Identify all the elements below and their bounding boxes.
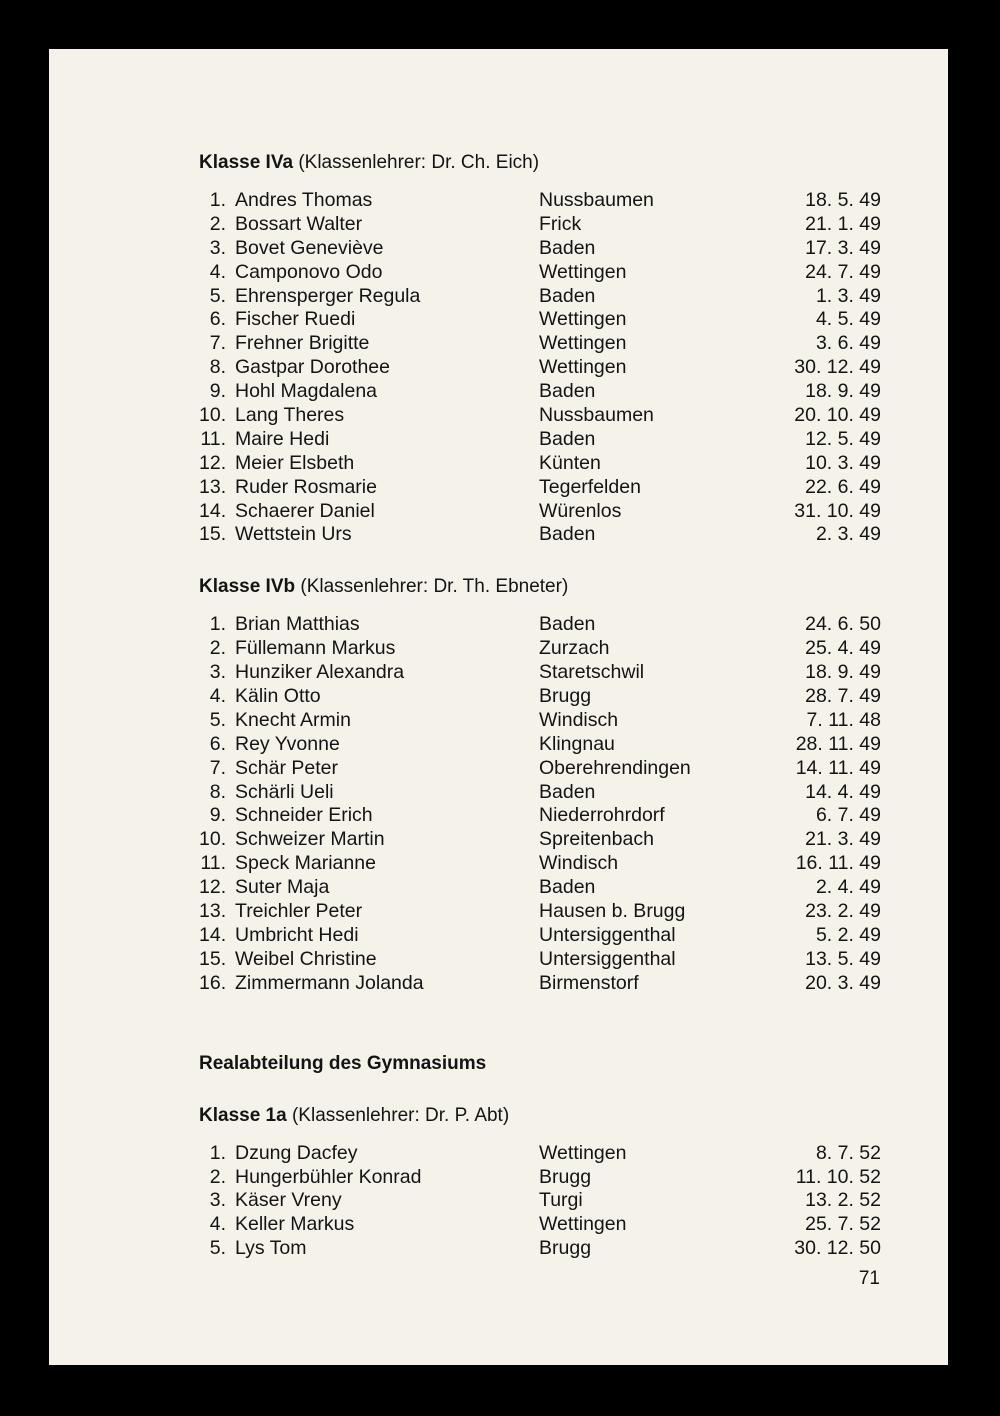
row-number: 13. (199, 900, 227, 923)
student-name: Bossart Walter (235, 212, 363, 235)
student-name: Schaerer Daniel (235, 499, 375, 522)
student-birthdate: 7. 11. 48 (806, 708, 881, 731)
student-name: Treichler Peter (235, 900, 363, 923)
student-birthdate: 10. 3. 49 (805, 451, 881, 474)
student-hometown: Baden (539, 780, 596, 803)
student-hometown: Hausen b. Brugg (539, 900, 686, 923)
table-row (199, 972, 889, 996)
student-name: Ehrensperger Regula (235, 284, 421, 307)
row-number: 1. (209, 1141, 226, 1164)
student-hometown: Staretschwil (539, 661, 645, 684)
row-number: 13. (199, 475, 227, 498)
student-birthdate: 22. 6. 49 (805, 475, 881, 498)
table-row (199, 709, 889, 733)
student-list (199, 1142, 889, 1261)
table-row (199, 476, 889, 500)
row-number: 8. (209, 356, 226, 379)
row-number: 11. (200, 852, 226, 875)
student-birthdate: 14. 4. 49 (805, 780, 881, 803)
student-birthdate: 6. 7. 49 (815, 804, 881, 827)
class-title: Klasse IVa (199, 152, 294, 173)
student-name: Hunziker Alexandra (235, 661, 405, 684)
section-klasse-ivb (199, 575, 889, 995)
student-name: Füllemann Markus (235, 637, 396, 660)
row-number: 8. (209, 780, 226, 803)
row-number: 3. (209, 236, 226, 259)
student-name: Schneider Erich (235, 804, 373, 827)
table-row (199, 804, 889, 828)
student-birthdate: 18. 9. 49 (805, 661, 881, 684)
student-hometown: Brugg (539, 685, 592, 708)
student-name: Brian Matthias (235, 613, 360, 636)
table-row (199, 500, 889, 524)
row-number: 10. (199, 828, 227, 851)
table-row (199, 828, 889, 852)
table-row (199, 1166, 889, 1190)
student-hometown: Baden (539, 380, 596, 403)
row-number: 7. (209, 332, 226, 355)
student-hometown: Würenlos (539, 499, 622, 522)
student-birthdate: 11. 10. 52 (795, 1165, 881, 1188)
table-row (199, 876, 889, 900)
row-number: 1. (209, 189, 226, 211)
table-row (199, 189, 889, 213)
student-name: Käser Vreny (235, 1189, 342, 1212)
student-birthdate: 2. 3. 49 (815, 523, 881, 546)
table-row (199, 404, 889, 428)
student-name: Schärli Ueli (235, 780, 334, 803)
student-name: Bovet Geneviève (235, 236, 384, 259)
student-birthdate: 24. 6. 50 (805, 613, 881, 636)
table-row (199, 781, 889, 805)
student-name: Zimmermann Jolanda (235, 971, 424, 994)
student-birthdate: 30. 12. 50 (794, 1237, 881, 1260)
student-hometown: Baden (539, 523, 596, 546)
student-hometown: Baden (539, 876, 596, 899)
student-hometown: Niederrohrdorf (539, 804, 665, 827)
student-hometown: Baden (539, 427, 596, 450)
student-birthdate: 4. 5. 49 (815, 308, 881, 331)
student-name: Knecht Armin (235, 708, 351, 731)
student-name: Speck Marianne (235, 852, 376, 875)
student-name: Lys Tom (235, 1237, 307, 1260)
student-hometown: Nussbaumen (539, 404, 654, 427)
student-name: Maire Hedi (235, 427, 330, 450)
student-birthdate: 28. 11. 49 (795, 732, 881, 755)
table-row (199, 924, 889, 948)
student-hometown: Frick (539, 212, 582, 235)
table-row (199, 685, 889, 709)
student-name: Dzung Dacfey (235, 1141, 358, 1164)
student-name: Hungerbühler Konrad (235, 1165, 422, 1188)
table-row (199, 428, 889, 452)
student-birthdate: 20. 10. 49 (794, 404, 881, 427)
row-number: 2. (209, 212, 226, 235)
table-row (199, 900, 889, 924)
table-row (199, 237, 889, 261)
row-number: 4. (209, 685, 226, 708)
student-hometown: Baden (539, 236, 596, 259)
student-birthdate: 25. 7. 52 (805, 1213, 881, 1236)
table-row (199, 1213, 889, 1237)
table-row (199, 757, 889, 781)
student-hometown: Klingnau (539, 732, 615, 755)
row-number: 7. (209, 756, 226, 779)
table-row (199, 213, 889, 237)
student-birthdate: 13. 5. 49 (805, 947, 881, 970)
row-number: 15. (199, 523, 227, 546)
section-klasse-1a (199, 1104, 889, 1261)
student-hometown: Brugg (539, 1237, 592, 1260)
student-hometown: Spreitenbach (539, 828, 654, 851)
student-name: Meier Elsbeth (235, 451, 355, 474)
class-title: Klasse IVb (199, 576, 296, 598)
student-birthdate: 1. 3. 49 (815, 284, 881, 307)
student-birthdate: 23. 2. 49 (805, 900, 881, 923)
student-hometown: Brugg (539, 1165, 592, 1188)
table-row (199, 332, 889, 356)
row-number: 5. (209, 708, 226, 731)
table-row (199, 356, 889, 380)
student-birthdate: 3. 6. 49 (815, 332, 881, 355)
student-hometown: Wettingen (539, 308, 627, 331)
student-hometown: Oberehrendingen (539, 756, 691, 779)
student-hometown: Windisch (539, 852, 619, 875)
row-number: 12. (199, 451, 227, 474)
row-number: 3. (209, 1189, 226, 1212)
table-row (199, 852, 889, 876)
row-number: 3. (209, 661, 226, 684)
student-list (199, 189, 889, 547)
student-hometown: Nussbaumen (539, 189, 654, 211)
student-name: Schweizer Martin (235, 828, 385, 851)
table-row (199, 1189, 889, 1213)
table-row (199, 261, 889, 285)
class-title: Klasse 1a (199, 1104, 287, 1126)
student-name: Schär Peter (235, 756, 338, 779)
row-number: 9. (209, 804, 226, 827)
table-row (199, 285, 889, 309)
table-row (199, 452, 889, 476)
class-teacher: (Klassenlehrer: Dr. P. Abt) (291, 1104, 510, 1126)
student-name: Ruder Rosmarie (235, 475, 377, 498)
student-hometown: Künten (539, 451, 601, 474)
table-row (199, 733, 889, 757)
table-row (199, 1142, 889, 1166)
section-heading (199, 1104, 889, 1128)
student-birthdate: 31. 10. 49 (794, 499, 881, 522)
section-klasse-iva (199, 151, 889, 547)
student-name: Lang Theres (235, 404, 345, 427)
student-name: Hohl Magdalena (235, 380, 378, 403)
row-number: 5. (209, 1237, 226, 1260)
student-hometown: Wettingen (539, 260, 627, 283)
student-birthdate: 30. 12. 49 (794, 356, 881, 379)
row-number: 5. (209, 284, 226, 307)
row-number: 15. (199, 947, 227, 970)
student-name: Kälin Otto (235, 685, 321, 708)
table-row (199, 948, 889, 972)
table-row (199, 1237, 889, 1261)
student-hometown: Windisch (539, 708, 619, 731)
department-heading (199, 1052, 889, 1076)
student-name: Camponovo Odo (235, 260, 383, 283)
student-hometown: Wettingen (539, 1213, 627, 1236)
student-hometown: Tegerfelden (539, 475, 641, 498)
student-name: Frehner Brigitte (235, 332, 370, 355)
student-birthdate: 16. 11. 49 (795, 852, 881, 875)
row-number: 6. (209, 308, 226, 331)
student-name: Andres Thomas (235, 189, 373, 211)
table-row (199, 380, 889, 404)
student-name: Gastpar Dorothee (235, 356, 391, 379)
student-hometown: Wettingen (539, 356, 627, 379)
student-birthdate: 14. 11. 49 (795, 756, 881, 779)
student-birthdate: 24. 7. 49 (805, 260, 881, 283)
table-row (199, 613, 889, 637)
row-number: 4. (209, 1213, 226, 1236)
student-list (199, 613, 889, 995)
student-hometown: Birmenstorf (539, 971, 639, 994)
row-number: 11. (200, 427, 226, 450)
student-name: Wettstein Urs (235, 523, 352, 546)
student-birthdate: 18. 5. 49 (805, 189, 881, 211)
section-heading (199, 575, 889, 599)
student-name: Umbricht Hedi (235, 923, 359, 946)
student-birthdate: 13. 2. 52 (805, 1189, 881, 1212)
row-number: 2. (209, 637, 226, 660)
student-name: Fischer Ruedi (235, 308, 356, 331)
row-number: 16. (199, 971, 227, 994)
page-content (199, 151, 889, 1261)
student-birthdate: 12. 5. 49 (805, 427, 881, 450)
student-birthdate: 5. 2. 49 (815, 923, 881, 946)
student-birthdate: 25. 4. 49 (805, 637, 881, 660)
table-row (199, 637, 889, 661)
student-birthdate: 21. 3. 49 (805, 828, 881, 851)
row-number: 10. (199, 404, 227, 427)
section-realabteilung (199, 1052, 889, 1076)
student-birthdate: 28. 7. 49 (805, 685, 881, 708)
table-row (199, 661, 889, 685)
student-hometown: Baden (539, 613, 596, 636)
student-birthdate: 2. 4. 49 (815, 876, 881, 899)
row-number: 14. (199, 499, 227, 522)
student-name: Rey Yvonne (235, 732, 340, 755)
document-page (49, 49, 948, 1365)
student-birthdate: 17. 3. 49 (805, 236, 881, 259)
row-number: 14. (199, 923, 227, 946)
student-hometown: Wettingen (539, 1141, 627, 1164)
table-row (199, 523, 889, 547)
student-name: Weibel Christine (235, 947, 377, 970)
row-number: 6. (209, 732, 226, 755)
student-hometown: Turgi (539, 1189, 583, 1212)
row-number: 1. (209, 613, 226, 636)
row-number: 12. (199, 876, 227, 899)
row-number: 9. (209, 380, 226, 403)
student-hometown: Untersiggenthal (539, 947, 676, 970)
student-birthdate: 20. 3. 49 (805, 971, 881, 994)
student-hometown: Baden (539, 284, 596, 307)
row-number: 2. (209, 1165, 226, 1188)
student-hometown: Wettingen (539, 332, 627, 355)
student-birthdate: 21. 1. 49 (805, 212, 881, 235)
student-name: Suter Maja (235, 876, 330, 899)
class-teacher: (Klassenlehrer: Dr. Th. Ebneter) (300, 576, 569, 598)
row-number: 4. (209, 260, 226, 283)
page-number: 71 (858, 1268, 880, 1289)
table-row (199, 308, 889, 332)
student-hometown: Untersiggenthal (539, 923, 676, 946)
student-hometown: Zurzach (539, 637, 610, 660)
student-name: Keller Markus (235, 1213, 355, 1236)
student-birthdate: 8. 7. 52 (815, 1141, 881, 1164)
class-teacher: (Klassenlehrer: Dr. Ch. Eich) (298, 152, 540, 173)
student-birthdate: 18. 9. 49 (805, 380, 881, 403)
section-heading (199, 151, 889, 175)
department-title: Realabteilung des Gymnasiums (199, 1052, 487, 1074)
